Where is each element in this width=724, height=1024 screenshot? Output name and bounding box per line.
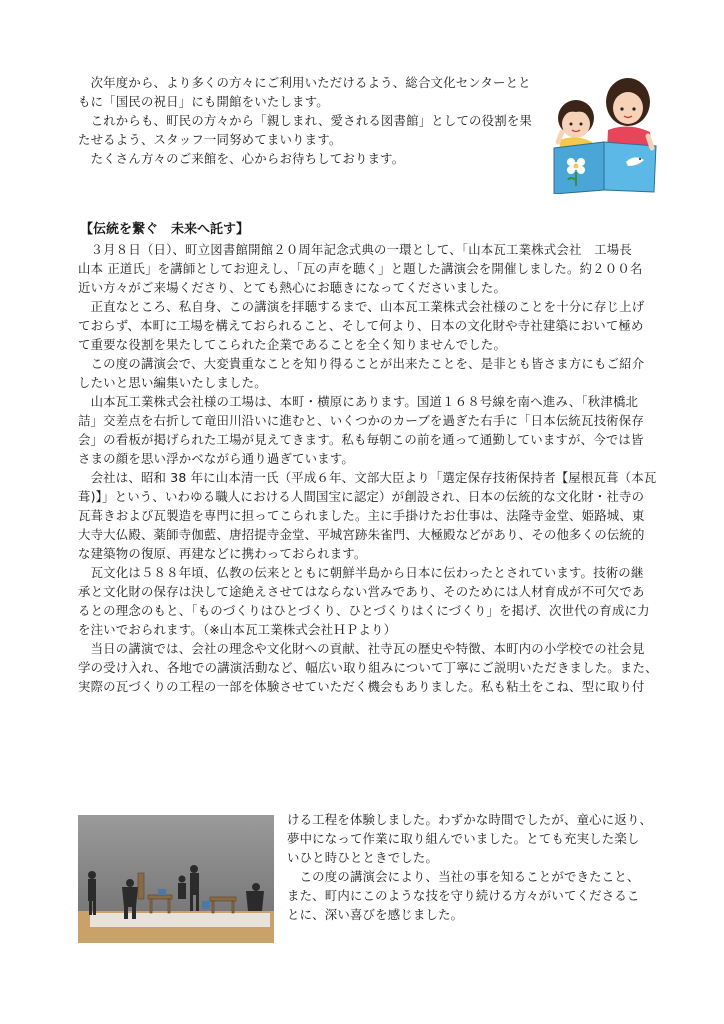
article-body bbox=[78, 240, 658, 696]
text-line: この度の講演会により、当社の事を知ることができたこと、 bbox=[287, 869, 640, 884]
text-line: この度の講演会で、大変貴重なことを知り得ることが出来たことを、是非とも皆さま方にもご紹介 bbox=[78, 356, 645, 371]
lecture-photo bbox=[78, 815, 274, 943]
text-line: ておらず、本町に工場を構えておられること、そして何より、日本の文化財や寺社建築において極め bbox=[78, 318, 644, 333]
intro-paragraphs bbox=[78, 73, 548, 168]
text-line: たくさん方々のご来館を、心からお待ちしております。 bbox=[78, 151, 405, 166]
text-line: 近い方々がご来場くださり、とても熱心にお聴きになってくださいました。 bbox=[78, 280, 507, 295]
text-line: て重要な役割を果たしてこられた企業であることを全く知りませんでした。 bbox=[78, 337, 507, 352]
article-body-continued bbox=[287, 810, 657, 924]
text-line: もに「国民の祝日」にも開館をいたします。 bbox=[78, 94, 329, 109]
text-line: 葺)】」という、いわゆる職人における人間国宝に認定）が創設され、日本の伝統的な文化財・社寺の bbox=[78, 489, 645, 504]
text-line: 瓦葺きおよび瓦製造を専門に担ってこられました。主に手掛けたお仕事は、法隆寺金堂、姫路城、東 bbox=[78, 508, 645, 523]
text-line: とに、深い喜びを感じました。 bbox=[287, 907, 464, 922]
text-line: また、町内にこのような技を守り続ける方々がいてくださるこ bbox=[287, 888, 640, 903]
text-line: 山本瓦工業株式会社様の工場は、本町・横原にあります。国道１６８号線を南へ進み、「秋津橋北 bbox=[78, 394, 639, 409]
text-line: これからも、町民の方々から「親しまれ、愛される図書館」としての役割を果 bbox=[78, 113, 533, 128]
text-line: 会社は、昭和 38 年に山本清一氏（平成６年、文部大臣より「選定保存技術保持者【屋根瓦葺（本瓦 bbox=[78, 470, 657, 485]
text-line: を注いでおられます。（※山本瓦工業株式会社ＨＰより） bbox=[78, 622, 397, 637]
text-line: いひと時ひとときでした。 bbox=[287, 850, 439, 865]
text-line: 瓦文化は５８８年頃、仏教の伝来とともに朝鮮半島から日本に伝わったとされています。技術の継 bbox=[78, 565, 644, 580]
text-line: 山本 正道氏」を講師としてお迎えし、「瓦の声を聴く」と題した講演会を開催しました。約２００名 bbox=[78, 261, 643, 276]
text-line: 当日の講演では、会社の理念や文化財への貢献、社寺瓦の歴史や特徴、本町内の小学校での社会見 bbox=[78, 641, 645, 656]
text-line: ける工程を体験しました。わずかな時間でしたが、童心に返り、 bbox=[287, 812, 653, 827]
text-line: 承と文化財の保存は決して途絶えさせてはならない営みであり、そのためには人材育成が不可欠であ bbox=[78, 584, 645, 599]
text-line: 正直なところ、私自身、この講演を拝聴するまで、山本瓦工業株式会社様のことを十分に存じ上げ bbox=[78, 299, 645, 314]
text-line: したいと思い編集いたしました。 bbox=[78, 375, 267, 390]
text-line: 次年度から、より多くの方々にご利用いただけるよう、総合文化センターとと bbox=[78, 75, 531, 90]
text-line: 大寺大仏殿、薬師寺伽藍、唐招提寺金堂、平城宮跡朱雀門、大極殿などがあり、その他多くの伝統的 bbox=[78, 527, 645, 542]
text-line: たせるよう、スタッフ一同努めてまいります。 bbox=[78, 132, 342, 147]
text-line: な建築物の復原、再建などに携わっておられます。 bbox=[78, 546, 367, 561]
text-line: ３月８日（日）、町立図書館開館２０周年記念式典の一環として、「山本瓦工業株式会社 工場長 bbox=[78, 242, 632, 257]
section-heading: 【伝統を繋ぐ 未来へ託す】 bbox=[80, 222, 250, 237]
text-line: 会」の看板が掲げられた工場が見えてきます。私も毎朝この前を通って通勤していますが、今では皆 bbox=[78, 432, 644, 447]
text-line: るとの理念のもと、「ものづくりはひとづくり、ひとづくりはくにづくり」を掲げ、次世代の育成に力 bbox=[78, 603, 650, 618]
text-line: 学の受け入れ、各地での講演活動など、幅広い取り組みについて丁寧にご説明いただきました。また、 bbox=[78, 660, 658, 675]
reading-children-illustration bbox=[548, 72, 660, 194]
text-line: さまの顔を思い浮かべながら通り過ぎています。 bbox=[78, 451, 355, 466]
text-line: 夢中になって作業に取り組んでいました。とても充実した楽し bbox=[287, 831, 640, 846]
text-line: 詰」交差点を右折して竜田川沿いに進むと、いくつかのカーブを過ぎた右手に「日本伝統瓦技術保存 bbox=[78, 413, 644, 428]
text-line: 実際の瓦づくりの工程の一部を体験させていただく機会もありました。私も粘土をこね、型に取り付 bbox=[78, 679, 645, 694]
